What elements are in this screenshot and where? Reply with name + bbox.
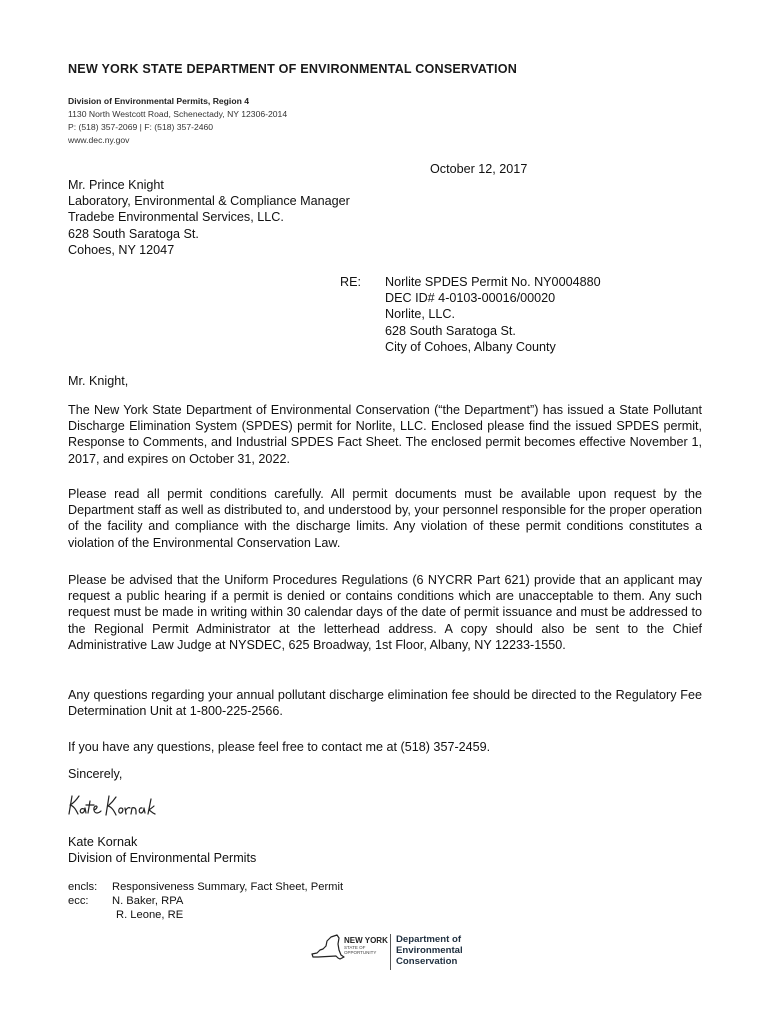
signer-name: Kate Kornak (68, 835, 138, 849)
recipient-line: Mr. Prince Knight (68, 178, 164, 192)
re-label: RE: (340, 275, 361, 289)
ny-wordmark: NEW YORK (344, 936, 388, 945)
re-line: 628 South Saratoga St. (385, 323, 516, 338)
re-line: Norlite, LLC. (385, 307, 455, 322)
re-line: DEC ID# 4-0103-00016/00020 (385, 291, 556, 306)
ecc-value: N. Baker, RPA (112, 895, 184, 907)
recipient-line: Laboratory, Environmental & Compliance Manager (68, 194, 350, 209)
dec-wordmark (396, 934, 463, 967)
recipient-address (68, 177, 350, 258)
letterhead-phone-fax: P: (518) 357-2069 | F: (518) 357-2460 (68, 122, 214, 132)
logo-divider (390, 934, 391, 970)
paragraph-contact: If you have any questions, please feel free to contact me at (518) 357-2459. (68, 740, 491, 754)
ny-tagline: STATE OF OPPORTUNITY (344, 945, 377, 955)
paragraph-hearing-rights: Please be advised that the Uniform Procedures Regulations (6 NYCRR Part 621) provide that an applicant may request a public hearing if a permit is denied or contains conditions which are unacceptable to them. Any such request must be made in writing within 30 calendar days of the date of permit issuance and must be addressed to the Regional Permit Administrator at the letterhead address. A copy should also be sent to the Chief Administrative Law Judge at NYSDEC, 625 Broadway, 1st Floor, Albany, NY 12233-1550. (68, 573, 702, 652)
division-name: Division of Environmental Permits, Region 4 (68, 96, 249, 106)
paragraph-permit-conditions: Please read all permit conditions carefully. All permit documents must be available upon request by the Department staff as well as distributed to, and understood by, your personnel responsible for the proper operation of the facility and compliance with the discharge limits. Any violation of these permit conditions constitutes a violation of the Environmental Conservation Law. (68, 487, 702, 550)
handwritten-signature (66, 790, 162, 822)
re-block (385, 274, 601, 355)
letterhead-address: 1130 North Westcott Road, Schenectady, NY 12306-2014 (68, 109, 288, 119)
encls-value: Responsiveness Summary, Fact Sheet, Permit (112, 881, 344, 893)
ecc-label: ecc: (68, 895, 89, 907)
dec-footer-logo (308, 928, 478, 974)
closing: Sincerely, (68, 767, 123, 781)
signer-title: Division of Environmental Permits (68, 851, 257, 865)
salutation: Mr. Knight, (68, 374, 129, 388)
re-line: City of Cohoes, Albany County (385, 339, 556, 354)
re-line: Norlite SPDES Permit No. NY0004880 (385, 275, 601, 289)
recipient-line: Cohoes, NY 12047 (68, 242, 175, 257)
new-york-state-map-icon (308, 932, 346, 962)
agency-title: NEW YORK STATE DEPARTMENT OF ENVIRONMENTAL CONSERVATION (68, 62, 517, 76)
paragraph-fee-questions: Any questions regarding your annual pollutant discharge elimination fee should be directed to the Regulatory Fee Determination Unit at 1-800-225-2566. (68, 688, 702, 719)
letter-date: October 12, 2017 (430, 162, 528, 176)
dec-wordmark-line: Conservation (396, 956, 458, 967)
encls-label: encls: (68, 881, 98, 893)
dec-wordmark-line: Environmental (396, 945, 463, 956)
recipient-line: 628 South Saratoga St. (68, 226, 199, 241)
ecc-value: R. Leone, RE (116, 909, 184, 921)
recipient-line: Tradebe Environmental Services, LLC. (68, 210, 284, 225)
dec-wordmark-line: Department of (396, 934, 462, 945)
paragraph-permit-issued: The New York State Department of Environmental Conservation (“the Department”) has issued a State Pollutant Discharge Elimination System (SPDES) permit for Norlite, LLC. Enclosed please find the issued SPDES permit, Response to Comments, and Industrial SPDES Fact Sheet. The enclosed permit becomes effective November 1, 2017, and expires on October 31, 2022. (68, 403, 702, 466)
letterhead-website: www.dec.ny.gov (68, 135, 130, 145)
